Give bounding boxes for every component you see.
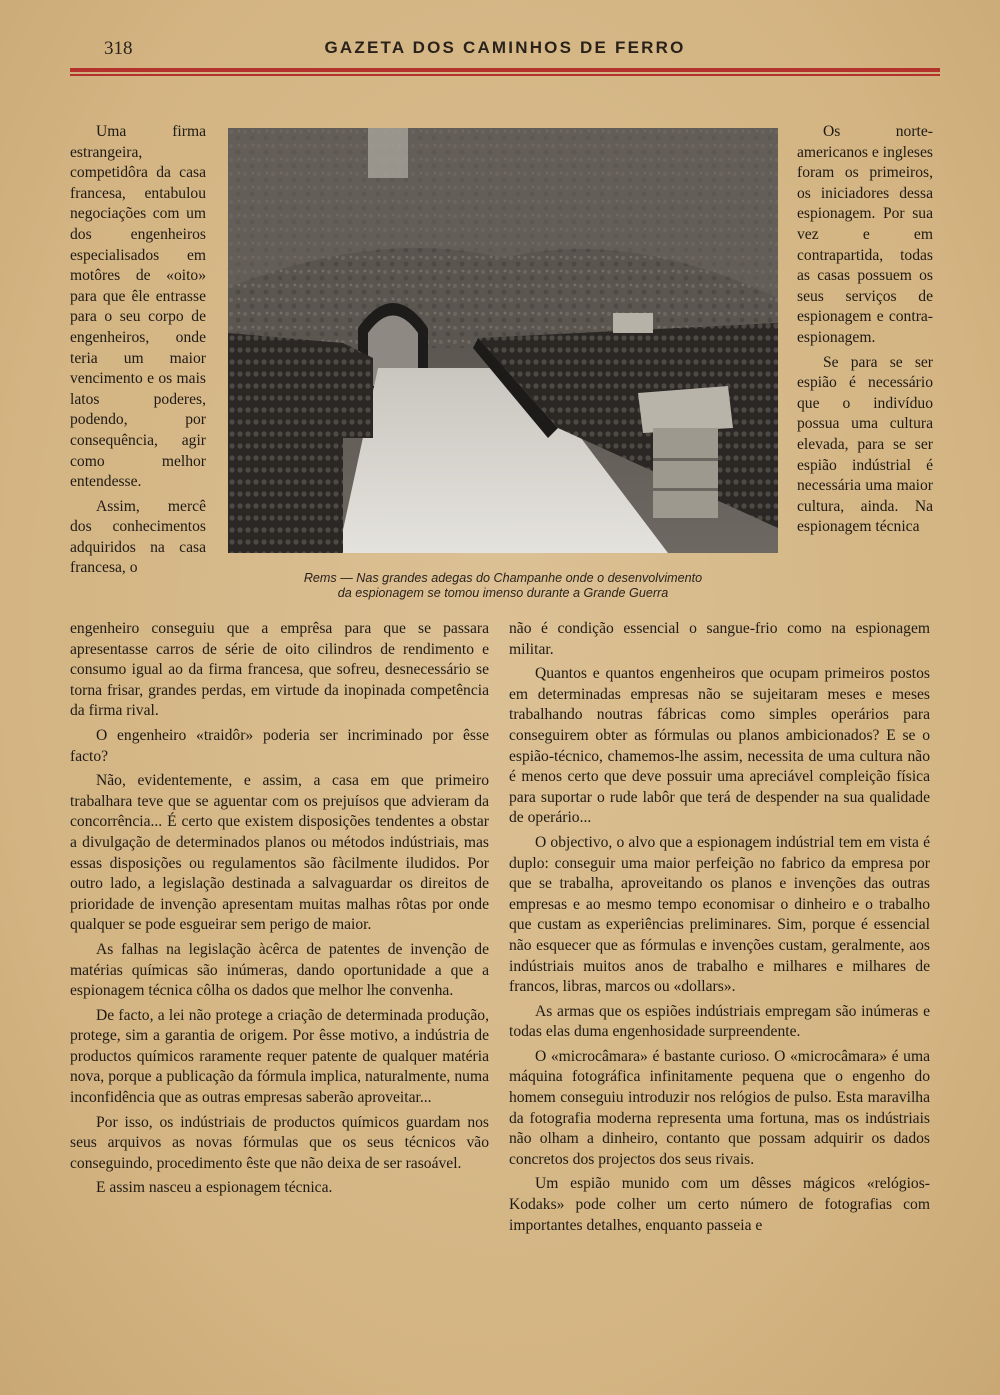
- header-rule: [70, 68, 940, 72]
- paragraph: Um espião munido com um dêsses mágicos «relógios-Kodaks» pode colher um certo número de fotografias com importantes detalhes, enquanto passeia e: [509, 1175, 930, 1234]
- paragraph: As armas que os espiões indústriais empregam são inúmeras e todas elas duma engenhosidade surpreendente.: [509, 1002, 930, 1041]
- paragraph: Não, evidentemente, e assim, a casa em que primeiro trabalhara teve que se aguentar com os prejuísos que advieram da concorrência... É certo que existem disposições tendentes a obstar a divulgação de determinados planos ou métodos indústriais, mas essas disposições ou regulamentos são fàcilmente iludidos. Por outro lado, a legislação destinada a salvaguardar os direitos de prioridade de invenção apresentam muitas malhas rôtas por onde qualquer se pode esgueirar sem perigo de maior.: [70, 772, 489, 934]
- paragraph: As falhas na legislação àcêrca de patentes de invenção de matérias químicas são inúmeras, dando oportunidade a que a espionagem técnica côlha os dados que melhor lhe convenha.: [70, 940, 489, 1000]
- cellar-photograph: [228, 128, 778, 553]
- paragraph: Os norte-americanos e ingleses foram os primeiros, os iniciadores dessa espionagem. Por sua vez e em contrapartida, todas as casas possuem os seus serviços de espionagem e contra-espionagem.: [797, 123, 933, 346]
- cellar-image-icon: [228, 128, 778, 553]
- header-rule-thin: [70, 74, 940, 76]
- paragraph: Uma firma estrangeira, competidôra da casa francesa, entabulou negociações com um dos engenheiros especialisados em motôres de «oito» para que êle entrasse para o seu corpo de engenheiros, onde teria um maior vencimento e os mais latos poderes, podendo, por consequência, agir como melhor entendesse.: [70, 123, 206, 491]
- caption-line: Rems — Nas grandes adegas do Champanhe onde o desenvolvimento: [303, 571, 703, 585]
- paragraph: Se para se ser espião é necessário que o indivíduo possua uma cultura elevada, para se ser espião indústrial é necessária uma maior cultura, ainda. Na espionagem técnica: [797, 353, 933, 536]
- paragraph: O engenheiro «traidôr» poderia ser incriminado por êsse facto?: [70, 726, 489, 765]
- running-title: GAZETA DOS CAMINHOS DE FERRO: [324, 38, 686, 57]
- page-header: [0, 38, 1000, 62]
- left-column: [70, 619, 489, 1203]
- page-number: 318: [104, 38, 133, 59]
- paragraph: não é condição essencial o sangue-frio como na espionagem militar.: [509, 620, 930, 658]
- right-narrow-column: [797, 122, 933, 542]
- paragraph: Por isso, os indústriais de productos químicos guardam nos seus arquivos as novas fórmulas que os seus técnicos vão conseguindo, procedimento êste que não deixa de ser rasoável.: [70, 1113, 489, 1172]
- caption-line: da espionagem se tomou imenso durante a Grande Guerra: [337, 586, 669, 600]
- photo-caption: [228, 571, 778, 601]
- paragraph: engenheiro conseguiu que a emprêsa para que se passara apresentasse carros de série de oito cilindros de rendimento e consumo igual ao da firma francesa, que sofreu, desnecessário se torna frisar, grandes perdas, em virtude da inopinada competência da firma rival.: [70, 620, 489, 720]
- left-narrow-column: [70, 122, 206, 583]
- paragraph: E assim nasceu a espionagem técnica.: [96, 1179, 333, 1197]
- paragraph: O «microcâmara» é bastante curioso. O «microcâmara» é uma máquina fotográfica infinitamente pequena que o engenho do homem conseguiu introduzir nos relógios de pulso. Esta maravilha da fotografia moderna representa uma fortuna, mas os indústriais não olham a dinheiro, contanto que possam adquirir os dados concretos dos projectos dos seus rivais.: [509, 1047, 930, 1168]
- paragraph: Assim, mercê dos conhecimentos adquiridos na casa francesa, o: [70, 497, 206, 577]
- right-column: [509, 619, 930, 1240]
- paragraph: Quantos e quantos engenheiros que ocupam primeiros postos em determinadas empresas não se sujeitaram meses e meses trabalhando noutras fábricas como simples operários para conseguirem obter as fórmulas ou planos ambicionados? E se o espião-técnico, chamemos-lhe assim, necessita de uma cultura não é menos certo que deve possuir uma apreciável compleição física para suportar o rude labôr que terá de despender na sua qualidade de operário...: [509, 665, 930, 827]
- paragraph: O objectivo, o alvo que a espionagem indústrial tem em vista é duplo: conseguir uma maior perfeição no fabrico da empresa por que se trabalha, aproveitando os planos e invenções das outras empresas e ao mesmo tempo economisar o dinheiro e o trabalho que custam as experiências preliminares. Sim, porque é essencial não esquecer que as fórmulas e invenções custam, geralmente, aos indústriais muitos anos de trabalho e milhares e milhares de francos, libras, marcos ou «dollars».: [509, 833, 930, 996]
- paragraph: De facto, a lei não protege a criação de determinada produção, protege, sim a garantia de origem. Por êsse motivo, a indústria de productos químicos raramente requer patente de qualquer matéria nova, porque a publicação da fórmula implica, naturalmente, numa inconfidência que as outras empresas saberão aproveitar...: [70, 1006, 489, 1107]
